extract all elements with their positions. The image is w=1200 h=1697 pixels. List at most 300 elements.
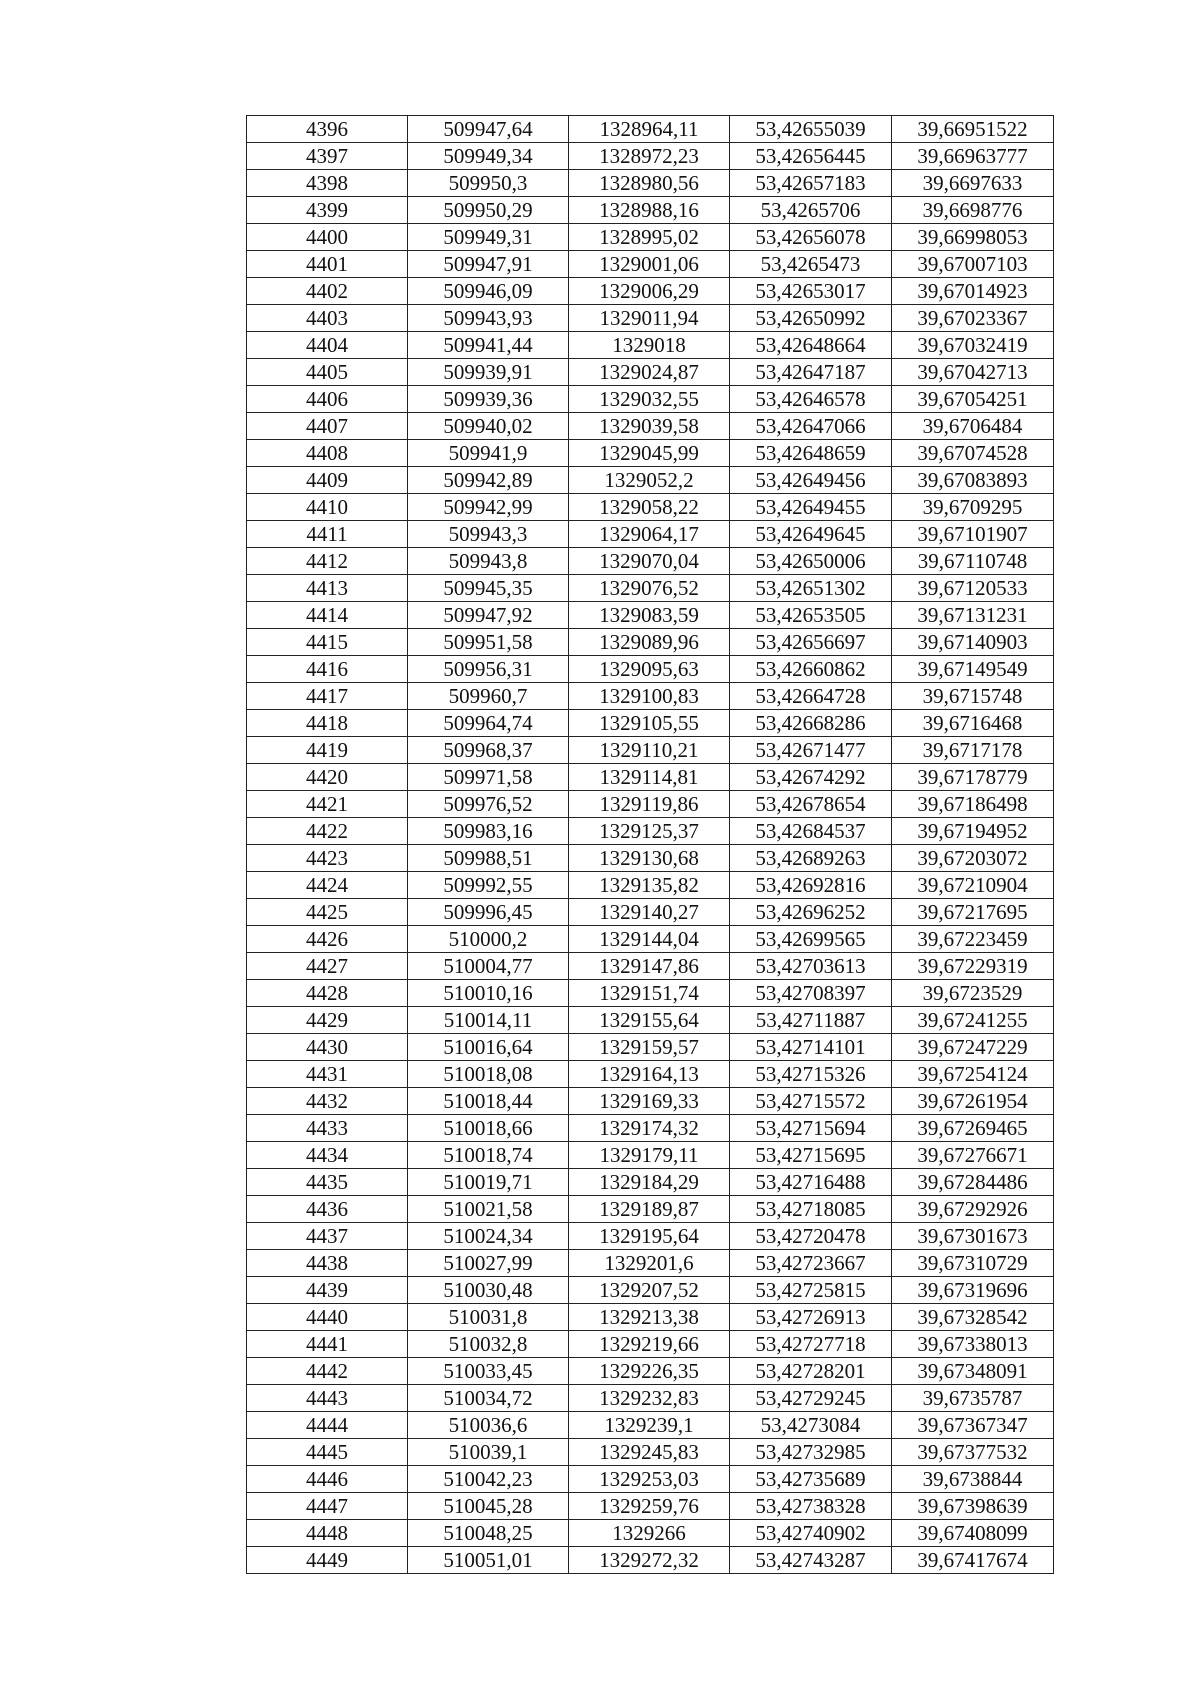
- point-number-cell: 4448: [247, 1520, 408, 1547]
- latitude-cell: 53,42727718: [730, 1331, 892, 1358]
- latitude-cell: 53,42726913: [730, 1304, 892, 1331]
- table-row: [247, 602, 1054, 629]
- longitude-cell: 39,67310729: [892, 1250, 1054, 1277]
- latitude-cell: 53,42715326: [730, 1061, 892, 1088]
- longitude-cell: 39,67140903: [892, 629, 1054, 656]
- latitude-cell: 53,42650006: [730, 548, 892, 575]
- latitude-cell: 53,42649645: [730, 521, 892, 548]
- x-coordinate-cell: 509942,89: [408, 467, 569, 494]
- table-row: [247, 467, 1054, 494]
- point-number-cell: 4433: [247, 1115, 408, 1142]
- table-row: [247, 1547, 1054, 1574]
- longitude-cell: 39,67338013: [892, 1331, 1054, 1358]
- longitude-cell: 39,67241255: [892, 1007, 1054, 1034]
- longitude-cell: 39,67014923: [892, 278, 1054, 305]
- y-coordinate-cell: 1329266: [569, 1520, 730, 1547]
- x-coordinate-cell: 510031,8: [408, 1304, 569, 1331]
- latitude-cell: 53,42647187: [730, 359, 892, 386]
- longitude-cell: 39,67292926: [892, 1196, 1054, 1223]
- point-number-cell: 4431: [247, 1061, 408, 1088]
- table-row: [247, 197, 1054, 224]
- x-coordinate-cell: 510039,1: [408, 1439, 569, 1466]
- y-coordinate-cell: 1328995,02: [569, 224, 730, 251]
- x-coordinate-cell: 510051,01: [408, 1547, 569, 1574]
- table-row: [247, 440, 1054, 467]
- point-number-cell: 4428: [247, 980, 408, 1007]
- table-row: [247, 386, 1054, 413]
- longitude-cell: 39,6723529: [892, 980, 1054, 1007]
- latitude-cell: 53,4265706: [730, 197, 892, 224]
- x-coordinate-cell: 510030,48: [408, 1277, 569, 1304]
- table-row: [247, 278, 1054, 305]
- point-number-cell: 4396: [247, 116, 408, 143]
- latitude-cell: 53,42668286: [730, 710, 892, 737]
- longitude-cell: 39,67301673: [892, 1223, 1054, 1250]
- point-number-cell: 4414: [247, 602, 408, 629]
- y-coordinate-cell: 1329207,52: [569, 1277, 730, 1304]
- latitude-cell: 53,42655039: [730, 116, 892, 143]
- latitude-cell: 53,42648659: [730, 440, 892, 467]
- point-number-cell: 4403: [247, 305, 408, 332]
- y-coordinate-cell: 1329151,74: [569, 980, 730, 1007]
- point-number-cell: 4402: [247, 278, 408, 305]
- table-row: [247, 1358, 1054, 1385]
- y-coordinate-cell: 1328980,56: [569, 170, 730, 197]
- y-coordinate-cell: 1329179,11: [569, 1142, 730, 1169]
- y-coordinate-cell: 1329245,83: [569, 1439, 730, 1466]
- longitude-cell: 39,6717178: [892, 737, 1054, 764]
- table-row: [247, 359, 1054, 386]
- y-coordinate-cell: 1329110,21: [569, 737, 730, 764]
- latitude-cell: 53,42716488: [730, 1169, 892, 1196]
- latitude-cell: 53,42725815: [730, 1277, 892, 1304]
- x-coordinate-cell: 510048,25: [408, 1520, 569, 1547]
- latitude-cell: 53,42653505: [730, 602, 892, 629]
- table-row: [247, 1169, 1054, 1196]
- point-number-cell: 4443: [247, 1385, 408, 1412]
- table-row: [247, 1385, 1054, 1412]
- x-coordinate-cell: 510019,71: [408, 1169, 569, 1196]
- point-number-cell: 4430: [247, 1034, 408, 1061]
- y-coordinate-cell: 1329032,55: [569, 386, 730, 413]
- table-row: [247, 629, 1054, 656]
- y-coordinate-cell: 1329125,37: [569, 818, 730, 845]
- latitude-cell: 53,42699565: [730, 926, 892, 953]
- x-coordinate-cell: 509971,58: [408, 764, 569, 791]
- point-number-cell: 4416: [247, 656, 408, 683]
- longitude-cell: 39,67229319: [892, 953, 1054, 980]
- x-coordinate-cell: 509964,74: [408, 710, 569, 737]
- x-coordinate-cell: 510004,77: [408, 953, 569, 980]
- y-coordinate-cell: 1329147,86: [569, 953, 730, 980]
- table-row: [247, 575, 1054, 602]
- point-number-cell: 4418: [247, 710, 408, 737]
- point-number-cell: 4424: [247, 872, 408, 899]
- x-coordinate-cell: 510021,58: [408, 1196, 569, 1223]
- point-number-cell: 4441: [247, 1331, 408, 1358]
- x-coordinate-cell: 510018,74: [408, 1142, 569, 1169]
- point-number-cell: 4434: [247, 1142, 408, 1169]
- y-coordinate-cell: 1329076,52: [569, 575, 730, 602]
- longitude-cell: 39,67186498: [892, 791, 1054, 818]
- latitude-cell: 53,42671477: [730, 737, 892, 764]
- longitude-cell: 39,67247229: [892, 1034, 1054, 1061]
- y-coordinate-cell: 1329045,99: [569, 440, 730, 467]
- longitude-cell: 39,66951522: [892, 116, 1054, 143]
- table-row: [247, 1061, 1054, 1088]
- longitude-cell: 39,67276671: [892, 1142, 1054, 1169]
- longitude-cell: 39,67417674: [892, 1547, 1054, 1574]
- latitude-cell: 53,42714101: [730, 1034, 892, 1061]
- table-row: [247, 251, 1054, 278]
- x-coordinate-cell: 509968,37: [408, 737, 569, 764]
- y-coordinate-cell: 1329184,29: [569, 1169, 730, 1196]
- y-coordinate-cell: 1329272,32: [569, 1547, 730, 1574]
- longitude-cell: 39,6709295: [892, 494, 1054, 521]
- latitude-cell: 53,42743287: [730, 1547, 892, 1574]
- y-coordinate-cell: 1329259,76: [569, 1493, 730, 1520]
- latitude-cell: 53,42657183: [730, 170, 892, 197]
- point-number-cell: 4435: [247, 1169, 408, 1196]
- x-coordinate-cell: 510024,34: [408, 1223, 569, 1250]
- y-coordinate-cell: 1329159,57: [569, 1034, 730, 1061]
- y-coordinate-cell: 1329164,13: [569, 1061, 730, 1088]
- y-coordinate-cell: 1329201,6: [569, 1250, 730, 1277]
- x-coordinate-cell: 510034,72: [408, 1385, 569, 1412]
- point-number-cell: 4420: [247, 764, 408, 791]
- y-coordinate-cell: 1329195,64: [569, 1223, 730, 1250]
- point-number-cell: 4425: [247, 899, 408, 926]
- x-coordinate-cell: 510036,6: [408, 1412, 569, 1439]
- longitude-cell: 39,67408099: [892, 1520, 1054, 1547]
- coordinates-table-body: [247, 116, 1054, 1574]
- longitude-cell: 39,67284486: [892, 1169, 1054, 1196]
- longitude-cell: 39,67054251: [892, 386, 1054, 413]
- longitude-cell: 39,67110748: [892, 548, 1054, 575]
- y-coordinate-cell: 1329070,04: [569, 548, 730, 575]
- table-row: [247, 1520, 1054, 1547]
- x-coordinate-cell: 509950,29: [408, 197, 569, 224]
- x-coordinate-cell: 509943,8: [408, 548, 569, 575]
- y-coordinate-cell: 1329058,22: [569, 494, 730, 521]
- x-coordinate-cell: 509941,9: [408, 440, 569, 467]
- longitude-cell: 39,6735787: [892, 1385, 1054, 1412]
- x-coordinate-cell: 510014,11: [408, 1007, 569, 1034]
- table-row: [247, 224, 1054, 251]
- x-coordinate-cell: 509956,31: [408, 656, 569, 683]
- longitude-cell: 39,67194952: [892, 818, 1054, 845]
- latitude-cell: 53,42656445: [730, 143, 892, 170]
- longitude-cell: 39,67149549: [892, 656, 1054, 683]
- x-coordinate-cell: 509983,16: [408, 818, 569, 845]
- point-number-cell: 4397: [247, 143, 408, 170]
- x-coordinate-cell: 510027,99: [408, 1250, 569, 1277]
- x-coordinate-cell: 509940,02: [408, 413, 569, 440]
- x-coordinate-cell: 509941,44: [408, 332, 569, 359]
- longitude-cell: 39,67319696: [892, 1277, 1054, 1304]
- table-row: [247, 737, 1054, 764]
- y-coordinate-cell: 1329064,17: [569, 521, 730, 548]
- y-coordinate-cell: 1329011,94: [569, 305, 730, 332]
- latitude-cell: 53,42720478: [730, 1223, 892, 1250]
- y-coordinate-cell: 1329024,87: [569, 359, 730, 386]
- point-number-cell: 4447: [247, 1493, 408, 1520]
- x-coordinate-cell: 510033,45: [408, 1358, 569, 1385]
- longitude-cell: 39,67203072: [892, 845, 1054, 872]
- point-number-cell: 4413: [247, 575, 408, 602]
- table-row: [247, 683, 1054, 710]
- latitude-cell: 53,42648664: [730, 332, 892, 359]
- point-number-cell: 4422: [247, 818, 408, 845]
- point-number-cell: 4449: [247, 1547, 408, 1574]
- point-number-cell: 4427: [247, 953, 408, 980]
- y-coordinate-cell: 1329095,63: [569, 656, 730, 683]
- y-coordinate-cell: 1329083,59: [569, 602, 730, 629]
- y-coordinate-cell: 1329039,58: [569, 413, 730, 440]
- x-coordinate-cell: 509945,35: [408, 575, 569, 602]
- table-row: [247, 1250, 1054, 1277]
- table-row: [247, 1142, 1054, 1169]
- table-row: [247, 494, 1054, 521]
- point-number-cell: 4404: [247, 332, 408, 359]
- table-row: [247, 953, 1054, 980]
- longitude-cell: 39,67074528: [892, 440, 1054, 467]
- longitude-cell: 39,67367347: [892, 1412, 1054, 1439]
- point-number-cell: 4440: [247, 1304, 408, 1331]
- x-coordinate-cell: 510016,64: [408, 1034, 569, 1061]
- y-coordinate-cell: 1329006,29: [569, 278, 730, 305]
- y-coordinate-cell: 1329232,83: [569, 1385, 730, 1412]
- point-number-cell: 4406: [247, 386, 408, 413]
- table-row: [247, 818, 1054, 845]
- x-coordinate-cell: 509949,34: [408, 143, 569, 170]
- latitude-cell: 53,42653017: [730, 278, 892, 305]
- longitude-cell: 39,67348091: [892, 1358, 1054, 1385]
- x-coordinate-cell: 509988,51: [408, 845, 569, 872]
- longitude-cell: 39,6716468: [892, 710, 1054, 737]
- table-row: [247, 548, 1054, 575]
- x-coordinate-cell: 510042,23: [408, 1466, 569, 1493]
- x-coordinate-cell: 509942,99: [408, 494, 569, 521]
- y-coordinate-cell: 1329253,03: [569, 1466, 730, 1493]
- point-number-cell: 4398: [247, 170, 408, 197]
- longitude-cell: 39,67269465: [892, 1115, 1054, 1142]
- table-row: [247, 710, 1054, 737]
- latitude-cell: 53,42656697: [730, 629, 892, 656]
- x-coordinate-cell: 510010,16: [408, 980, 569, 1007]
- x-coordinate-cell: 510018,66: [408, 1115, 569, 1142]
- y-coordinate-cell: 1329189,87: [569, 1196, 730, 1223]
- x-coordinate-cell: 509946,09: [408, 278, 569, 305]
- table-row: [247, 1088, 1054, 1115]
- y-coordinate-cell: 1329226,35: [569, 1358, 730, 1385]
- latitude-cell: 53,4265473: [730, 251, 892, 278]
- table-row: [247, 1115, 1054, 1142]
- latitude-cell: 53,42715695: [730, 1142, 892, 1169]
- table-row: [247, 656, 1054, 683]
- y-coordinate-cell: 1329155,64: [569, 1007, 730, 1034]
- x-coordinate-cell: 509992,55: [408, 872, 569, 899]
- latitude-cell: 53,42651302: [730, 575, 892, 602]
- table-row: [247, 791, 1054, 818]
- longitude-cell: 39,67042713: [892, 359, 1054, 386]
- point-number-cell: 4401: [247, 251, 408, 278]
- y-coordinate-cell: 1329018: [569, 332, 730, 359]
- y-coordinate-cell: 1329052,2: [569, 467, 730, 494]
- x-coordinate-cell: 510032,8: [408, 1331, 569, 1358]
- x-coordinate-cell: 509947,92: [408, 602, 569, 629]
- y-coordinate-cell: 1328988,16: [569, 197, 730, 224]
- table-row: [247, 1331, 1054, 1358]
- y-coordinate-cell: 1329169,33: [569, 1088, 730, 1115]
- table-row: [247, 332, 1054, 359]
- latitude-cell: 53,42649456: [730, 467, 892, 494]
- y-coordinate-cell: 1329130,68: [569, 845, 730, 872]
- longitude-cell: 39,67083893: [892, 467, 1054, 494]
- y-coordinate-cell: 1329140,27: [569, 899, 730, 926]
- latitude-cell: 53,42735689: [730, 1466, 892, 1493]
- latitude-cell: 53,42656078: [730, 224, 892, 251]
- y-coordinate-cell: 1329001,06: [569, 251, 730, 278]
- longitude-cell: 39,66963777: [892, 143, 1054, 170]
- point-number-cell: 4408: [247, 440, 408, 467]
- longitude-cell: 39,6738844: [892, 1466, 1054, 1493]
- table-row: [247, 1493, 1054, 1520]
- y-coordinate-cell: 1328972,23: [569, 143, 730, 170]
- x-coordinate-cell: 509947,91: [408, 251, 569, 278]
- table-row: [247, 764, 1054, 791]
- table-row: [247, 1412, 1054, 1439]
- longitude-cell: 39,67223459: [892, 926, 1054, 953]
- longitude-cell: 39,67398639: [892, 1493, 1054, 1520]
- point-number-cell: 4426: [247, 926, 408, 953]
- point-number-cell: 4444: [247, 1412, 408, 1439]
- latitude-cell: 53,42711887: [730, 1007, 892, 1034]
- table-row: [247, 116, 1054, 143]
- longitude-cell: 39,66998053: [892, 224, 1054, 251]
- y-coordinate-cell: 1329105,55: [569, 710, 730, 737]
- y-coordinate-cell: 1329114,81: [569, 764, 730, 791]
- point-number-cell: 4446: [247, 1466, 408, 1493]
- x-coordinate-cell: 509950,3: [408, 170, 569, 197]
- point-number-cell: 4442: [247, 1358, 408, 1385]
- longitude-cell: 39,6715748: [892, 683, 1054, 710]
- latitude-cell: 53,42740902: [730, 1520, 892, 1547]
- x-coordinate-cell: 510018,08: [408, 1061, 569, 1088]
- y-coordinate-cell: 1329144,04: [569, 926, 730, 953]
- point-number-cell: 4439: [247, 1277, 408, 1304]
- table-row: [247, 845, 1054, 872]
- x-coordinate-cell: 509939,91: [408, 359, 569, 386]
- table-row: [247, 1223, 1054, 1250]
- x-coordinate-cell: 509943,93: [408, 305, 569, 332]
- table-row: [247, 1277, 1054, 1304]
- y-coordinate-cell: 1329100,83: [569, 683, 730, 710]
- y-coordinate-cell: 1329135,82: [569, 872, 730, 899]
- point-number-cell: 4400: [247, 224, 408, 251]
- longitude-cell: 39,67377532: [892, 1439, 1054, 1466]
- point-number-cell: 4415: [247, 629, 408, 656]
- longitude-cell: 39,67217695: [892, 899, 1054, 926]
- longitude-cell: 39,67120533: [892, 575, 1054, 602]
- table-row: [247, 899, 1054, 926]
- point-number-cell: 4421: [247, 791, 408, 818]
- table-row: [247, 170, 1054, 197]
- x-coordinate-cell: 510045,28: [408, 1493, 569, 1520]
- latitude-cell: 53,42650992: [730, 305, 892, 332]
- table-row: [247, 1196, 1054, 1223]
- x-coordinate-cell: 509960,7: [408, 683, 569, 710]
- table-row: [247, 305, 1054, 332]
- y-coordinate-cell: 1329119,86: [569, 791, 730, 818]
- y-coordinate-cell: 1329213,38: [569, 1304, 730, 1331]
- table-row: [247, 1034, 1054, 1061]
- latitude-cell: 53,42703613: [730, 953, 892, 980]
- longitude-cell: 39,67178779: [892, 764, 1054, 791]
- latitude-cell: 53,42738328: [730, 1493, 892, 1520]
- y-coordinate-cell: 1328964,11: [569, 116, 730, 143]
- longitude-cell: 39,67101907: [892, 521, 1054, 548]
- x-coordinate-cell: 509976,52: [408, 791, 569, 818]
- point-number-cell: 4410: [247, 494, 408, 521]
- longitude-cell: 39,67210904: [892, 872, 1054, 899]
- latitude-cell: 53,42732985: [730, 1439, 892, 1466]
- point-number-cell: 4417: [247, 683, 408, 710]
- point-number-cell: 4419: [247, 737, 408, 764]
- latitude-cell: 53,42660862: [730, 656, 892, 683]
- longitude-cell: 39,6697633: [892, 170, 1054, 197]
- longitude-cell: 39,67023367: [892, 305, 1054, 332]
- x-coordinate-cell: 510018,44: [408, 1088, 569, 1115]
- latitude-cell: 53,42647066: [730, 413, 892, 440]
- table-row: [247, 980, 1054, 1007]
- latitude-cell: 53,42728201: [730, 1358, 892, 1385]
- point-number-cell: 4437: [247, 1223, 408, 1250]
- point-number-cell: 4399: [247, 197, 408, 224]
- table-row: [247, 521, 1054, 548]
- latitude-cell: 53,42664728: [730, 683, 892, 710]
- table-row: [247, 926, 1054, 953]
- latitude-cell: 53,42729245: [730, 1385, 892, 1412]
- x-coordinate-cell: 509939,36: [408, 386, 569, 413]
- latitude-cell: 53,42715572: [730, 1088, 892, 1115]
- latitude-cell: 53,42723667: [730, 1250, 892, 1277]
- table-row: [247, 872, 1054, 899]
- longitude-cell: 39,67131231: [892, 602, 1054, 629]
- point-number-cell: 4412: [247, 548, 408, 575]
- table-row: [247, 1304, 1054, 1331]
- latitude-cell: 53,42646578: [730, 386, 892, 413]
- y-coordinate-cell: 1329174,32: [569, 1115, 730, 1142]
- latitude-cell: 53,42692816: [730, 872, 892, 899]
- point-number-cell: 4407: [247, 413, 408, 440]
- point-number-cell: 4445: [247, 1439, 408, 1466]
- point-number-cell: 4436: [247, 1196, 408, 1223]
- latitude-cell: 53,42715694: [730, 1115, 892, 1142]
- longitude-cell: 39,67032419: [892, 332, 1054, 359]
- latitude-cell: 53,4273084: [730, 1412, 892, 1439]
- latitude-cell: 53,42718085: [730, 1196, 892, 1223]
- table-row: [247, 1007, 1054, 1034]
- x-coordinate-cell: 509996,45: [408, 899, 569, 926]
- longitude-cell: 39,67007103: [892, 251, 1054, 278]
- x-coordinate-cell: 510000,2: [408, 926, 569, 953]
- table-row: [247, 143, 1054, 170]
- table-row: [247, 1466, 1054, 1493]
- latitude-cell: 53,42678654: [730, 791, 892, 818]
- table-row: [247, 413, 1054, 440]
- y-coordinate-cell: 1329239,1: [569, 1412, 730, 1439]
